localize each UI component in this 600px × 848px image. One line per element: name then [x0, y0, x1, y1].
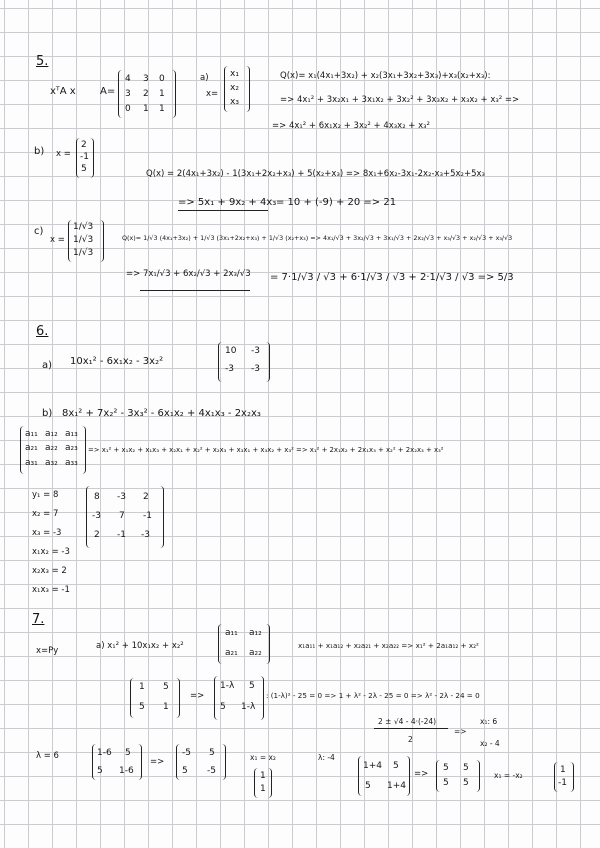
matrix-cell: 5	[97, 766, 103, 776]
p5-q-line2: => 4x₁² + 3x₂x₁ + 3x₁x₂ + 3x₂² + 3x₃x₂ + x₃x₂ + x₃² =>	[280, 95, 520, 105]
matrix-cell: a₁₂	[45, 429, 58, 439]
p6-b-expr: 8x₁² + 7x₂² - 3x₃² - 6x₁x₂ + 4x₁x₃ - 2x₂x₃	[62, 408, 261, 419]
matrix-cell: 1-6	[119, 766, 134, 776]
matrix-cell: -3	[251, 346, 260, 356]
p6-a-expr: 10x₁² - 6x₁x₂ - 3x₂²	[70, 356, 164, 367]
fraction-bar	[374, 728, 448, 729]
matrix-cell: 2	[143, 492, 149, 502]
p6-coef: y₁ = 8	[32, 490, 59, 500]
p5-q-line3: => 4x₁² + 6x₁x₂ + 3x₂² + 4x₃x₂ + x₃²	[272, 121, 430, 131]
matrix-cell: a₂₁	[225, 648, 238, 658]
matrix-cell: a₁₃	[65, 429, 78, 439]
matrix-cell: a₁₂	[249, 628, 262, 638]
matrix-cell: a₂₃	[65, 443, 78, 453]
p6-b-expansion: => x₁² + x₁x₂ + x₁x₃ + x₂x₁ + x₂² + x₂x₃ + x₃x₁ + x₃x₂ + x₃² => x₁² + 2x₁x₂ + 2x₁x₃ + x₂² + 2x₂x₃ + x₃²	[88, 446, 444, 454]
matrix-cell: -5	[207, 766, 216, 776]
matrix-cell: 1	[159, 104, 165, 114]
problem-5-number: 5.	[36, 54, 49, 69]
p7-arrow: =>	[414, 769, 429, 779]
p7-characteristic: : (1-λ)² - 25 = 0 => 1 + λ² - 2λ - 25 = 0 => λ² - 2λ - 24 = 0	[266, 691, 480, 700]
matrix-cell: 5	[209, 748, 215, 758]
p7-eigenvector-1	[254, 768, 272, 798]
p5-x-vector	[224, 66, 250, 112]
matrix-cell: 0	[125, 104, 131, 114]
p5-c-x-eq: x =	[50, 235, 65, 245]
matrix-cell: 7	[119, 511, 125, 521]
matrix-cell: 2	[143, 89, 149, 99]
p5-b-x-eq: x =	[56, 149, 71, 159]
p7-matrix-lambda-neg4	[358, 756, 410, 796]
p6-coef: x₃ = -3	[32, 528, 62, 538]
p7-lambda-2: λ: -4	[318, 753, 335, 762]
p5-c-label: c)	[34, 226, 44, 237]
matrix-cell: a₁₁	[225, 628, 238, 638]
p5-b-vector	[76, 138, 94, 178]
matrix-cell: 1	[139, 682, 145, 692]
p7-root-1: x₁: 6	[480, 717, 498, 726]
matrix-cell: 0	[159, 74, 165, 84]
p6-coef: x₁x₃ = -1	[32, 585, 70, 595]
matrix-cell: 10	[225, 346, 237, 356]
matrix-cell: 5	[463, 778, 469, 788]
matrix-cell: 5	[365, 781, 371, 791]
problem-6-number: 6.	[36, 324, 49, 339]
matrix-cell: a₃₃	[65, 458, 78, 468]
matrix-cell: 4	[125, 74, 131, 84]
vector-cell: x₂	[230, 83, 239, 93]
p7-arrow: =>	[190, 691, 205, 701]
vector-cell: 1/√3	[73, 235, 94, 245]
vector-cell: -1	[80, 152, 89, 162]
p5-xtax: xᵀA x	[50, 86, 76, 97]
p6-coef: x₁x₂ = -3	[32, 547, 70, 557]
matrix-cell: a₂₂	[45, 443, 58, 453]
p6-a-matrix	[218, 342, 270, 382]
matrix-cell: 8	[94, 492, 100, 502]
p5-b-label: b)	[34, 146, 45, 157]
p6-b-matrix	[86, 486, 164, 548]
matrix-cell: 5	[125, 748, 131, 758]
p5-a-eq: A=	[100, 86, 116, 97]
p7-a-rhs: x₁a₁₁ + x₁a₁₂ + x₂a₂₁ + x₂a₂₂ => x₁² + 2a₁a₁₂ + x₂²	[298, 641, 479, 650]
p7-lambda-matrix	[214, 676, 264, 720]
p7-xpy: x=Py	[36, 646, 59, 656]
p7-arrow: =>	[150, 757, 165, 767]
matrix-cell: -3	[117, 492, 126, 502]
vector-cell: 1	[560, 765, 566, 775]
p7-a-expr: a) x₁² + 10x₁x₂ + x₂²	[96, 641, 184, 651]
matrix-cell: a₃₂	[45, 458, 58, 468]
matrix-cell: 3	[125, 89, 131, 99]
matrix-cell: 5	[443, 778, 449, 788]
matrix-cell: 3	[143, 74, 149, 84]
p7-lambda-1: λ = 6	[36, 751, 59, 761]
matrix-cell: 5	[163, 682, 169, 692]
matrix-cell: -3	[92, 511, 101, 521]
vector-cell: x₃	[230, 97, 239, 107]
matrix-cell: 1+4	[363, 761, 382, 771]
p7-matrix	[130, 678, 180, 718]
matrix-cell: 2	[94, 530, 100, 540]
p6-coef: x₂ = 7	[32, 509, 59, 519]
matrix-cell: 5	[443, 763, 449, 773]
matrix-cell: -1	[117, 530, 126, 540]
vector-cell: 1/√3	[73, 248, 94, 258]
p5-x-eq: x=	[206, 89, 219, 99]
underline	[140, 290, 250, 291]
p7-eigen-eq-1: x₁ = x₂	[250, 753, 276, 762]
p5-c-line2: => 7x₁/√3 + 6x₂/√3 + 2x₃/√3	[126, 269, 251, 279]
p7-matrix-lambda-6	[92, 744, 142, 780]
p5-q-line1: Q(x)= x₁(4x₁+3x₂) + x₂(3x₁+3x₂+3x₃)+x₃(x₂+x₃):	[280, 71, 491, 81]
p5-c-vector	[68, 220, 104, 262]
p5-a-label: a)	[200, 73, 209, 83]
matrix-cell: -5	[182, 748, 191, 758]
p5-c-line1: Q(x)= 1/√3 (4x₁+3x₂) + 1/√3 (3x₁+2x₂+x₃) + 1/√3 (x₂+x₃) => 4x₁/√3 + 3x₂/√3 + 3x₁/√3 + 2x₂/√3 + x₃/√3 + x₂/√3 + x₃/√3	[122, 234, 513, 242]
matrix-cell: -3	[141, 530, 150, 540]
p7-eigen-eq-2: x₁ = -x₂	[494, 771, 523, 780]
underline	[178, 210, 268, 211]
p7-quad-arrow: =>	[454, 727, 467, 736]
matrix-cell: 5	[249, 681, 255, 691]
matrix-cell: -1	[143, 511, 152, 521]
matrix-cell: a₃₁	[25, 458, 38, 468]
p7-root-2: x₂ - 4	[480, 739, 500, 748]
p6-a-label: a)	[42, 360, 53, 371]
vector-cell: 5	[81, 164, 87, 174]
matrix-cell: a₂₂	[249, 648, 262, 658]
matrix-cell: -3	[251, 364, 260, 374]
p5-b-result: = 10 + (-9) + 20 => 21	[276, 197, 397, 208]
p5-b-line2: => 5x₁ + 9x₂ + 4x₃	[178, 197, 277, 208]
p6-b-label: b)	[42, 408, 53, 419]
matrix-cell: 5	[220, 702, 226, 712]
matrix-cell: 5	[393, 761, 399, 771]
matrix-cell: 1+4	[387, 781, 406, 791]
p6-b-general-matrix	[20, 426, 86, 474]
p7-quad-numerator: 2 ± √4 - 4·(-24)	[378, 717, 437, 726]
vector-cell: 1	[260, 784, 266, 794]
matrix-cell: 5	[463, 763, 469, 773]
matrix-cell: 5	[182, 766, 188, 776]
matrix-cell: 1	[159, 89, 165, 99]
vector-cell: -1	[558, 778, 567, 788]
vector-cell: x₁	[230, 69, 239, 79]
matrix-cell: 5	[139, 702, 145, 712]
p5-matrix-a	[118, 70, 176, 118]
vector-cell: 1/√3	[73, 222, 94, 232]
p6-coef: x₂x₃ = 2	[32, 566, 67, 576]
p7-reduced-matrix-1	[176, 744, 226, 780]
matrix-cell: -3	[225, 364, 234, 374]
p7-quad-denominator: 2	[408, 735, 413, 744]
p7-reduced-matrix-2	[436, 760, 480, 792]
matrix-cell: a₂₁	[25, 443, 38, 453]
matrix-cell: 1	[163, 702, 169, 712]
matrix-cell: a₁₁	[25, 429, 38, 439]
p7-a-general-matrix	[218, 624, 270, 664]
matrix-cell: 1-λ	[241, 702, 256, 712]
problem-7-number: 7.	[32, 612, 45, 627]
p7-eigenvector-2	[554, 762, 574, 792]
p5-b-line1: Q(x) = 2(4x₁+3x₂) - 1(3x₁+2x₂+x₃) + 5(x₂+x₃) => 8x₁+6x₂-3x₁-2x₂-x₃+5x₂+5x₃	[146, 169, 485, 179]
vector-cell: 1	[260, 771, 266, 781]
matrix-cell: 1-6	[97, 748, 112, 758]
matrix-cell: 1	[143, 104, 149, 114]
p5-c-line3: = 7·1/√3 / √3 + 6·1/√3 / √3 + 2·1/√3 / √3 => 5/3	[270, 272, 514, 283]
matrix-cell: 1-λ	[220, 681, 235, 691]
vector-cell: 2	[81, 140, 87, 150]
